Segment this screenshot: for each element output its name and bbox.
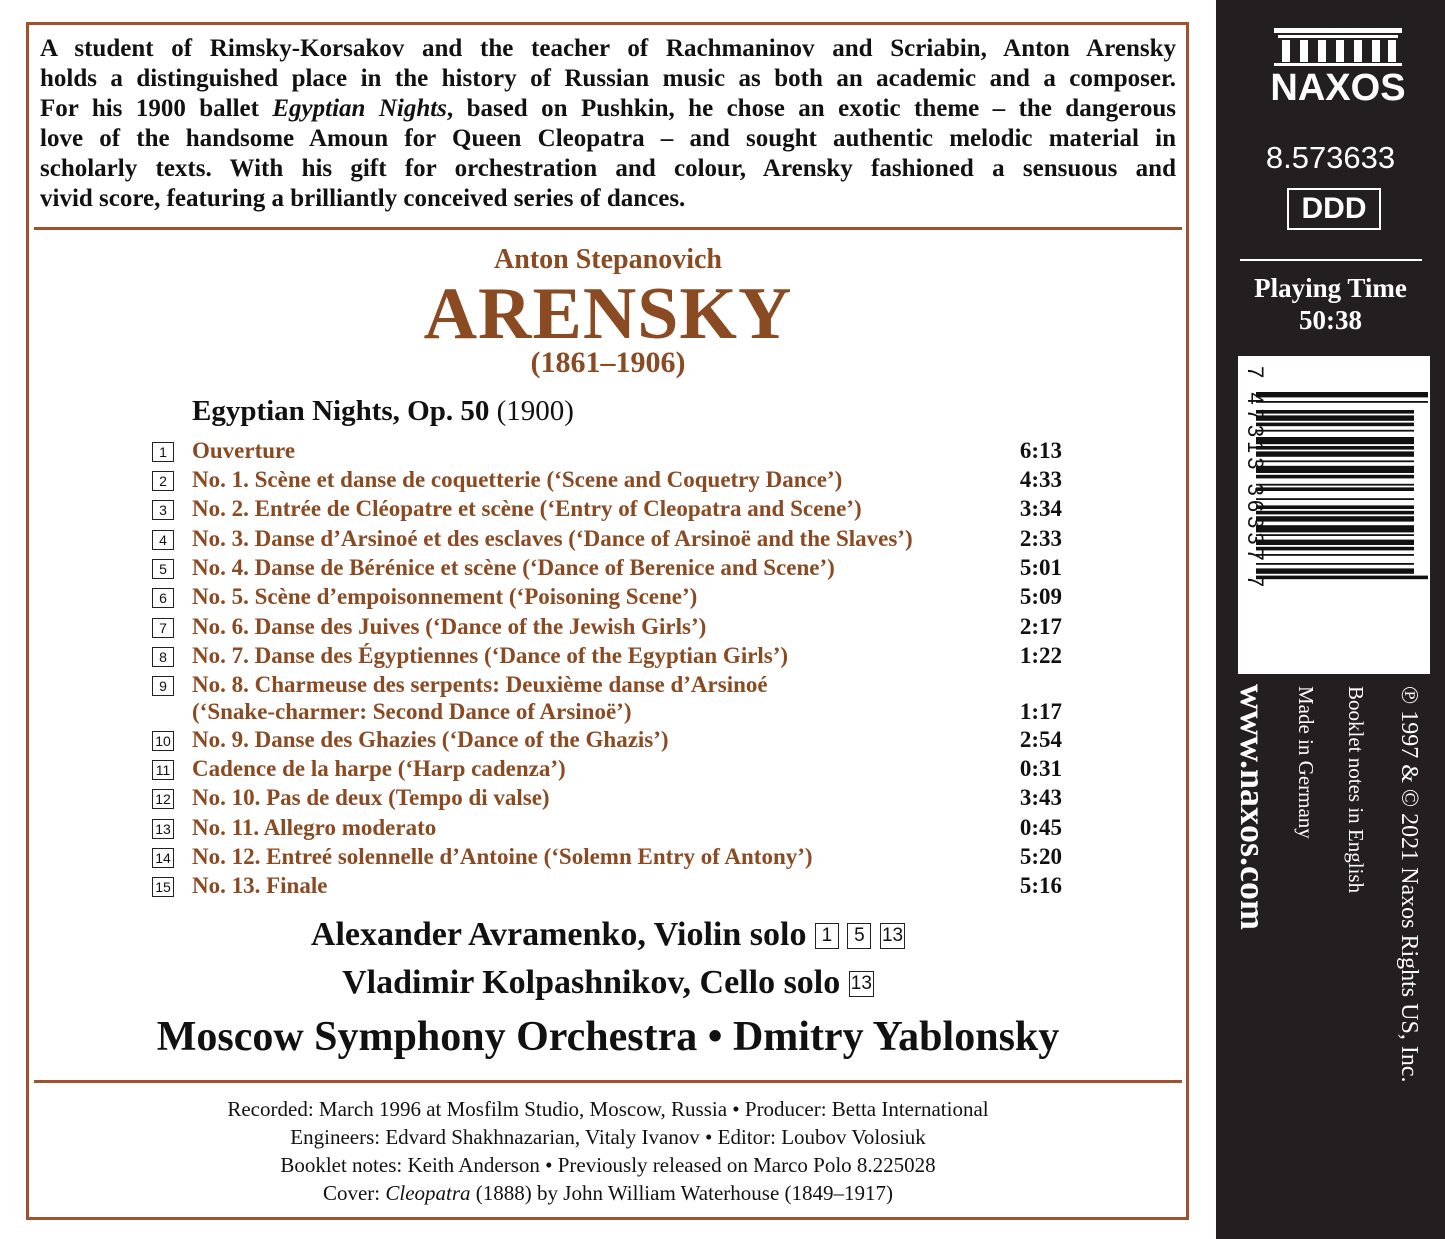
- track-duration: 2:54: [1019, 727, 1062, 752]
- barcode-bar: [1256, 460, 1414, 462]
- naxos-logo: [1270, 26, 1406, 113]
- track-title: No. 3. Danse d’Arsinoé et des esclaves (‘Dance of Arsinoë and the Slaves’): [192, 526, 913, 551]
- barcode-bar: [1256, 446, 1414, 450]
- intro-line: scholarly texts. With his gift for orchestration and colour, Arensky fashioned a sensuous and: [40, 155, 1176, 182]
- barcode-bar: [1256, 534, 1414, 536]
- track-title: No. 8. Charmeuse des serpents: Deuxième danse d’Arsinoé: [192, 672, 768, 697]
- track-title: Cadence de la harpe (‘Harp cadenza’): [192, 756, 566, 781]
- track-ref-box: 13: [849, 971, 874, 997]
- barcode-bar: [1256, 525, 1414, 532]
- barcode-bar: [1256, 430, 1414, 432]
- temple-icon: [1270, 26, 1406, 108]
- intro-paragraph: [40, 34, 1176, 214]
- track-number: 9: [152, 676, 174, 696]
- barcode-bar: [1256, 498, 1414, 500]
- copyright: ℗ 1997 & © 2021 Naxos Rights US, Inc.: [1396, 686, 1422, 1083]
- violin-soloist: Alexander Avramenko, Violin solo 1 5 13: [310, 916, 904, 953]
- intro-line: holds a distinguished place in the history of Russian music as both an academic and a composer.: [40, 65, 1176, 92]
- format-badge: DDD: [1287, 188, 1381, 230]
- credit-line: Engineers: Edvard Shakhnazarian, Vitaly Ivanov • Editor: Loubov Volosiuk: [290, 1125, 926, 1149]
- track-row: [152, 672, 1062, 726]
- track-duration: 0:45: [1019, 815, 1062, 840]
- track-title: No. 6. Danse des Juives (‘Dance of the Jewish Girls’): [192, 614, 707, 639]
- recording-credits: [34, 1095, 1182, 1207]
- track-duration: 5:01: [1019, 555, 1062, 580]
- track-number: 4: [152, 530, 174, 550]
- track-number: 5: [152, 559, 174, 579]
- track-number: 15: [152, 877, 174, 897]
- composer-dates: (1861–1906): [530, 346, 686, 379]
- track-title: No. 11. Allegro moderato: [192, 815, 437, 840]
- barcode-bar: [1256, 466, 1414, 473]
- track-number: 8: [152, 647, 174, 667]
- barcode-bar: [1256, 451, 1414, 456]
- barcode-bar: [1256, 554, 1414, 556]
- track-number: 2: [152, 471, 174, 491]
- track-title: No. 1. Scène et danse de coquetterie (‘Scene and Coquetry Dance’): [192, 467, 843, 492]
- barcode-bar: [1256, 516, 1414, 521]
- booklet-language: Booklet notes in English: [1344, 686, 1368, 894]
- track-title: No. 12. Entreé solennelle d’Antoine (‘Solemn Entry of Antony’): [192, 844, 813, 869]
- track-number: 3: [152, 500, 174, 520]
- catalog-number: 8.573633: [1265, 140, 1396, 175]
- composer-surname: ARENSKY: [423, 273, 793, 355]
- barcode-digits: 7 47313 36337 7: [1243, 366, 1268, 592]
- track-title: No. 10. Pas de deux (Tempo di valse): [192, 785, 550, 810]
- svg-text:NAXOS: NAXOS: [1270, 67, 1406, 108]
- track-number: 13: [152, 819, 174, 839]
- divider-bottom: [34, 1080, 1182, 1083]
- barcode-bar: [1256, 487, 1414, 491]
- track-duration: 2:17: [1019, 614, 1062, 639]
- intro-line: love of the handsome Amoun for Queen Cleopatra – and sought authentic melodic material in: [40, 125, 1176, 152]
- track-number: 14: [152, 848, 174, 868]
- barcode-bar: [1256, 576, 1428, 580]
- track-number: 7: [152, 618, 174, 638]
- track-duration: 6:13: [1019, 438, 1062, 463]
- sidebar-divider: [1240, 259, 1422, 261]
- track-title: No. 5. Scène d’empoisonnement (‘Poisoning Scene’): [192, 584, 698, 609]
- barcode-bar: [1256, 423, 1414, 427]
- track-number: 11: [152, 760, 174, 780]
- track-ref-box: 1: [815, 923, 839, 949]
- track-number: 12: [152, 789, 174, 809]
- track-ref-box: 5: [847, 923, 871, 949]
- barcode-bar: [1256, 437, 1414, 444]
- barcode-bar: [1256, 540, 1414, 545]
- track-number: 6: [152, 588, 174, 608]
- track-title: No. 2. Entrée de Cléopatre et scène (‘Entry of Cleopatra and Scene’): [192, 496, 862, 521]
- cello-soloist: Vladimir Kolpashnikov, Cello solo 13: [342, 964, 872, 1001]
- playing-time: Playing Time 50:38: [1254, 273, 1407, 335]
- track-duration: 4:33: [1019, 467, 1062, 492]
- intro-line: For his 1900 ballet Egyptian Nights, based on Pushkin, he chose an exotic theme – the dangerous: [40, 95, 1176, 122]
- track-title: No. 7. Danse des Égyptiennes (‘Dance of the Egyptian Girls’): [192, 643, 789, 668]
- barcode-bar: [1256, 547, 1414, 551]
- barcode-bar: [1256, 563, 1414, 565]
- track-duration: 5:09: [1019, 584, 1062, 609]
- track-title: No. 9. Danse des Ghazies (‘Dance of the Ghazis’): [192, 727, 669, 752]
- track-number: 1: [152, 442, 174, 462]
- divider-top: [34, 227, 1182, 230]
- barcode-bar: [1256, 410, 1414, 414]
- track-title: No. 4. Danse de Bérénice et scène (‘Dance of Berenice and Scene’): [192, 555, 835, 580]
- credit-line: Recorded: March 1996 at Mosfilm Studio, Moscow, Russia • Producer: Betta International: [227, 1097, 989, 1121]
- track-duration: 1:17: [1019, 699, 1062, 724]
- barcode-bar: [1256, 484, 1414, 486]
- barcode-bar: [1256, 392, 1428, 397]
- barcode-bar: [1256, 415, 1414, 420]
- barcode-bar: [1256, 401, 1428, 403]
- track-duration: 3:43: [1019, 785, 1062, 810]
- barcode-bar: [1256, 505, 1414, 509]
- made-in: Made in Germany: [1294, 686, 1318, 839]
- track-number: 10: [152, 731, 174, 751]
- barcode: [1238, 356, 1430, 674]
- track-duration: 0:31: [1019, 756, 1062, 781]
- track-title: Ouverture: [192, 438, 296, 463]
- barcode-bar: [1256, 568, 1414, 573]
- website: www.naxos.com: [1233, 684, 1273, 931]
- track-duration: 5:20: [1019, 844, 1062, 869]
- composer-first-names: Anton Stepanovich: [494, 244, 722, 275]
- track-title-cont: (‘Snake-charmer: Second Dance of Arsinoë’): [192, 699, 632, 724]
- orchestra-conductor: Moscow Symphony Orchestra • Dmitry Yablonsky: [156, 1014, 1060, 1060]
- work-title: Egyptian Nights, Op. 50 (1900): [192, 395, 574, 427]
- barcode-bar: [1256, 511, 1414, 515]
- credit-line: Cover: Cleopatra (1888) by John William Waterhouse (1849–1917): [322, 1181, 894, 1205]
- track-title: No. 13. Finale: [192, 873, 328, 898]
- track-duration: 2:33: [1019, 526, 1062, 551]
- credit-line: Booklet notes: Keith Anderson • Previously released on Marco Polo 8.225028: [280, 1153, 936, 1177]
- track-duration: 5:16: [1019, 873, 1062, 898]
- intro-line: A student of Rimsky-Korsakov and the teacher of Rachmaninov and Scriabin, Anton Arensky: [40, 35, 1176, 62]
- intro-line: vivid score, featuring a brilliantly conceived series of dances.: [40, 185, 686, 212]
- track-ref-box: 13: [880, 923, 905, 949]
- barcode-bar: [1256, 475, 1414, 479]
- track-duration: 3:34: [1019, 496, 1062, 521]
- track-duration: 1:22: [1019, 643, 1062, 668]
